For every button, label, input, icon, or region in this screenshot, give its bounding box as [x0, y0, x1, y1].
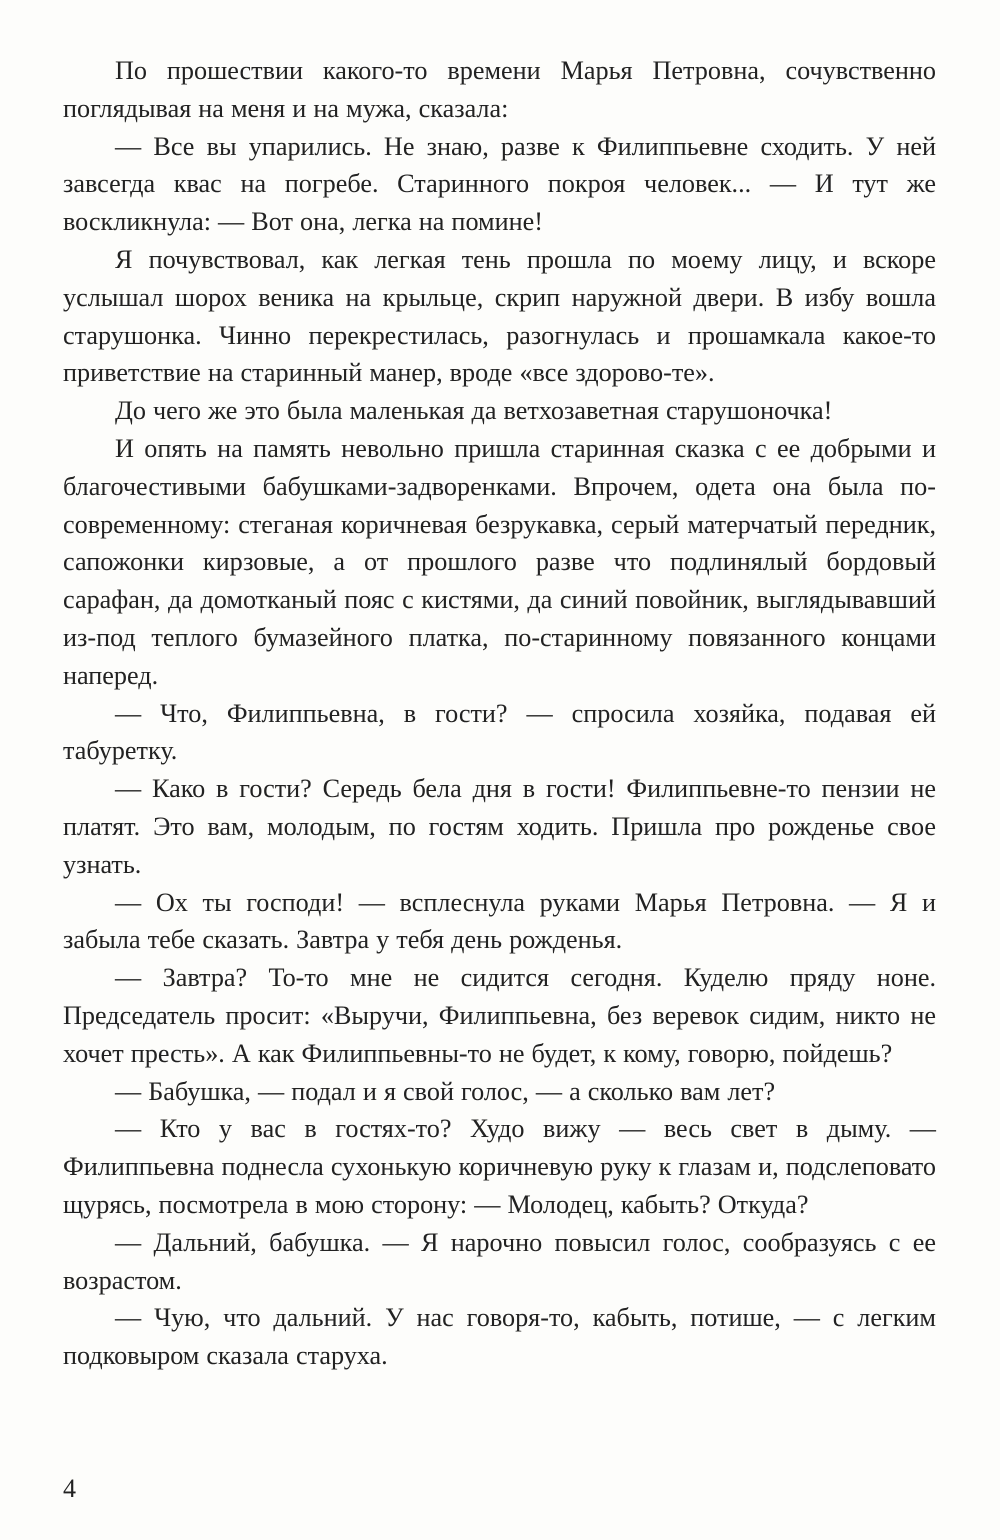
paragraph-4: До чего же это была маленькая да ветхозаветная старушоночка!	[115, 396, 833, 426]
paragraph-10: — Бабушка, — подал и я свой голос, — а сколько вам лет?	[115, 1076, 776, 1106]
paragraph-13: — Чую, что дальний. У нас говоря-то, кабыть, потише, — с легким подковыром сказала старуха.	[63, 1303, 936, 1371]
paragraph-6: — Что, Филиппьевна, в гости? — спросила хозяйка, подавая ей табуретку.	[63, 698, 936, 766]
page-number: 4	[63, 1474, 76, 1503]
paragraph-9: — Завтра? То-то мне не сидится сегодня. Куделю пряду ноне. Председатель просит: «Выручи, Филиппьевна, без веревок сидим, никто не хочет престь». А как Филиппьевны-то не будет, к кому, говорю, пойдешь?	[63, 963, 936, 1068]
paragraph-5: И опять на память невольно пришла старинная сказка с ее добрыми и благочестивыми бабушками-задворенками. Впрочем, одета она была по-современному: стеганая коричневая безрукавка, серый матерчатый передник, сапожонки кирзовые, а от прошлого разве что подлинялый бордовый сарафан, да домотканый пояс с кистями, да синий повойник, выглядывавший из-под теплого бумазейного платка, по-старинному повязанного концами наперед.	[63, 433, 936, 690]
paragraph-8: — Ох ты господи! — всплеснула руками Марья Петровна. — Я и забыла тебе сказать. Завтра у тебя день рожденья.	[63, 887, 936, 955]
paragraph-1: По прошествии какого-то времени Марья Петровна, сочувственно поглядывая на меня и на мужа, сказала:	[63, 56, 936, 123]
paragraph-12: — Дальний, бабушка. — Я нарочно повысил голос, сообразуясь с ее возрастом.	[63, 1227, 936, 1295]
paragraph-11: — Кто у вас в гостях-то? Худо вижу — весь свет в дыму. — Филиппьевна поднесла сухонькую коричневую руку к глазам и, подслеповато щурясь, посмотрела в мою сторону: — Молодец, кабыть? Откуда?	[63, 1114, 936, 1219]
page-text	[63, 52, 936, 1375]
paragraph-2: — Все вы упарились. Не знаю, разве к Филиппьевне сходить. У ней завсегда квас на погребе. Старинного покроя человек... — И тут же воскликнула: — Вот она, легка на помине!	[63, 131, 936, 237]
paragraph-7: — Како в гости? Середь бела дня в гости! Филиппьевне-то пензии не платят. Это вам, молодым, по гостям ходить. Пришла про рожденье свое узнать.	[63, 774, 936, 879]
paragraph-3: Я почувствовал, как легкая тень прошла по моему лицу, и вскоре услышал шорох веника на крыльце, скрип наружной двери. В избу вошла старушонка. Чинно перекрестилась, разогнулась и прошамкала какое-то приветствие на старинный манер, вроде «все здорово-те».	[63, 244, 936, 388]
